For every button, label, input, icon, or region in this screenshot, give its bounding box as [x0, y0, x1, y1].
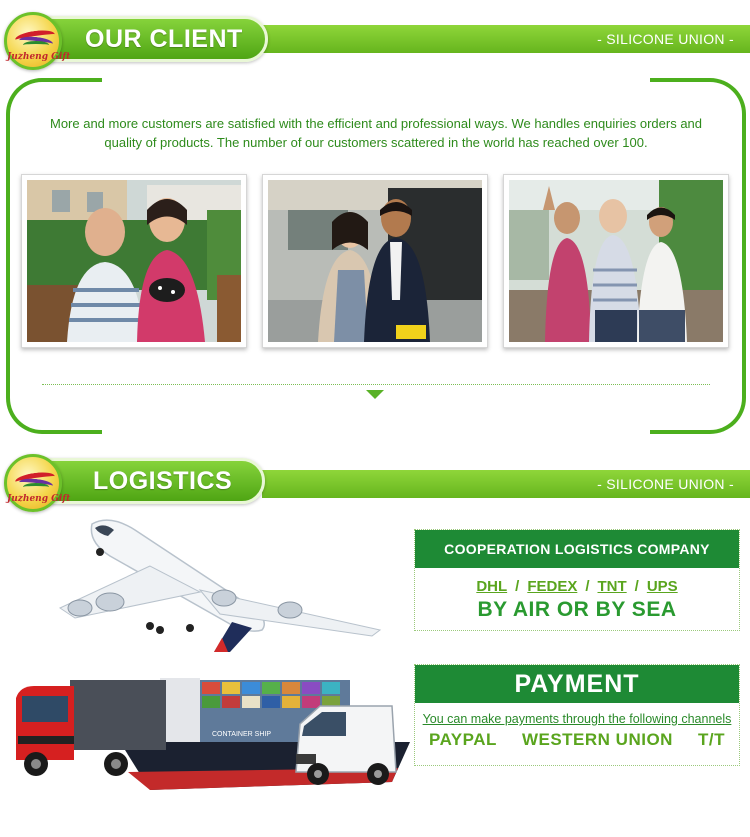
brand-logo-icon: [4, 12, 71, 70]
logistics-company-heading: COOPERATION LOGISTICS COMPANY: [415, 530, 739, 568]
logistics-header: [0, 454, 750, 518]
payment-box: [414, 664, 740, 766]
brand-logo-text: Juzheng Gift: [7, 52, 71, 62]
client-header: [0, 12, 750, 76]
brand-logo-text: Juzheng Gift: [7, 494, 71, 504]
client-photo-2: [262, 174, 488, 348]
carrier-list: DHL / FEDEX / TNT / UPS: [476, 578, 678, 595]
brand-logo-icon: [4, 454, 71, 512]
down-arrow-icon: [366, 390, 384, 399]
ship-label: CONTAINER SHIP: [212, 731, 271, 738]
carrier-ups: UPS: [646, 578, 678, 595]
payment-channels: [415, 726, 739, 750]
logistics-company-box: [414, 529, 740, 631]
carrier-fedex: FEDEX: [527, 578, 578, 595]
logistics-illustration: [0, 510, 410, 810]
shipping-mode: BY AIR OR BY SEA: [477, 598, 677, 621]
client-intro-text: More and more customers are satisfied with the efficient and professional ways. We handles enquiries orders and quality of products. The number of our customers scattered in the world has reached over 100.: [49, 116, 703, 150]
client-header-bar: [262, 25, 750, 53]
logistics-tagline: - SILICONE UNION -: [597, 476, 734, 492]
carrier-dhl: DHL: [476, 578, 508, 595]
carrier-tnt: TNT: [597, 578, 627, 595]
payment-note: You can make payments through the following channels: [422, 712, 732, 726]
airplane-icon: [60, 520, 380, 652]
payment-paypal: PAYPAL: [429, 730, 497, 749]
client-photo-3: [503, 174, 729, 348]
client-title: OUR CLIENT: [85, 24, 243, 53]
client-photo-1: [21, 174, 247, 348]
payment-western-union: WESTERN UNION: [521, 730, 673, 749]
client-divider: [42, 384, 710, 385]
client-tagline: - SILICONE UNION -: [597, 31, 734, 47]
payment-tt: T/T: [698, 730, 725, 749]
payment-heading: PAYMENT: [415, 665, 739, 703]
logistics-header-bar: [262, 470, 750, 498]
logistics-title: LOGISTICS: [93, 466, 233, 495]
